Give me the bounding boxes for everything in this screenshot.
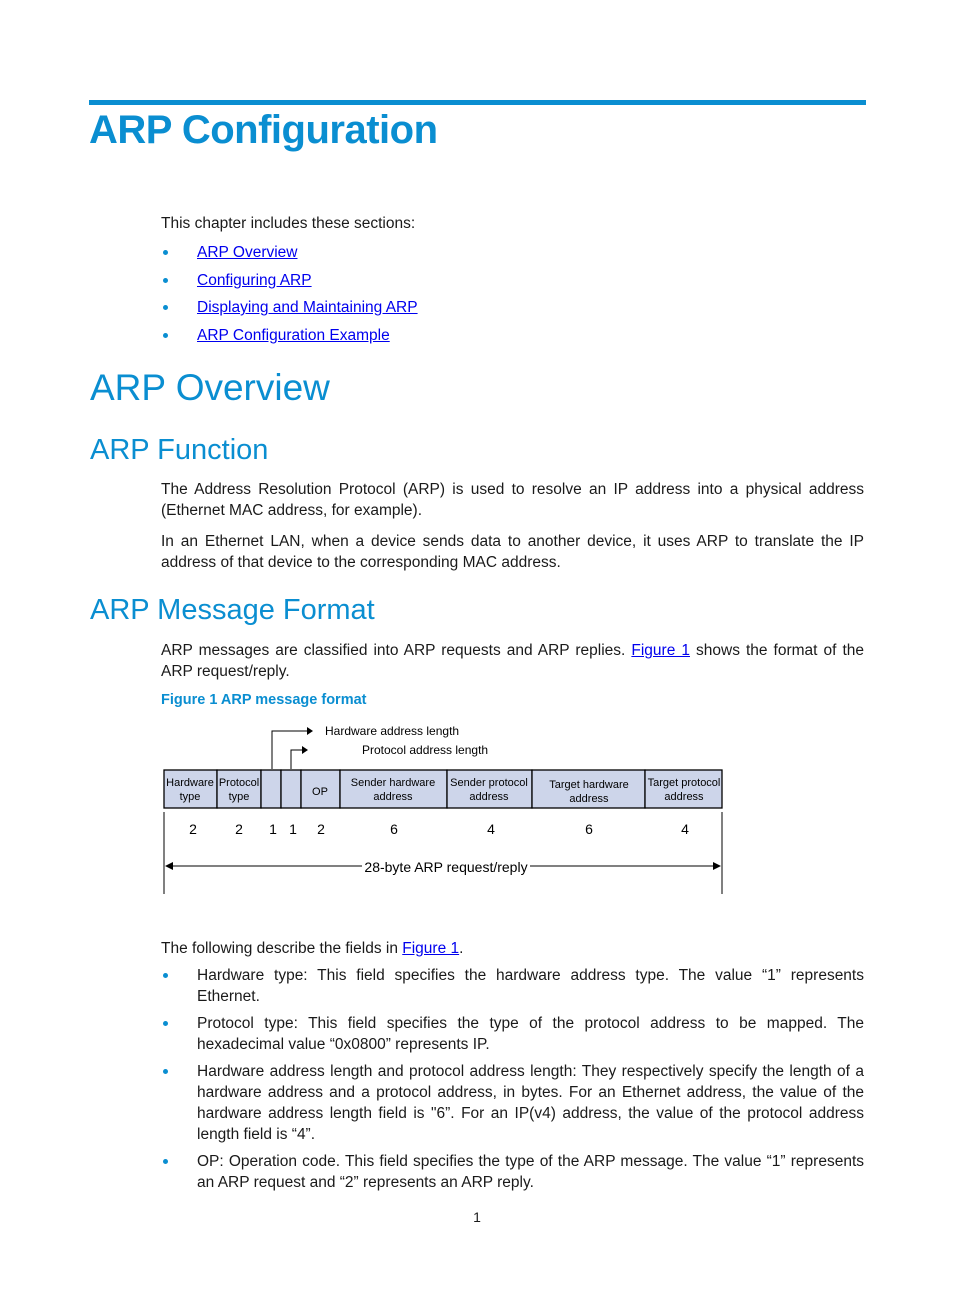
byte-count: 2 [189,821,197,837]
figure-1-link[interactable]: Figure 1 [631,642,690,659]
toc-link-config-example[interactable]: ARP Configuration Example [197,326,390,344]
byte-count: 4 [681,821,689,837]
byte-count: 2 [235,821,243,837]
bullet-icon [163,1069,168,1074]
field-label: Target protocol [647,777,721,789]
field-description-text: Protocol type: This field specifies the type of the protocol address to be mapped. The hexadecimal value “0x0800” represents IP. [197,1015,864,1053]
total-length-label: 28-byte ARP request/reply [364,859,528,875]
figure-caption: Figure 1 ARP message format [161,692,367,708]
field-label: type [228,791,250,803]
field-description-item [161,1151,864,1193]
page-number: 1 [473,1209,481,1225]
field-description-text: OP: Operation code. This field specifies the type of the ARP message. The value “1” represents an ARP request and “2” represents an ARP reply. [197,1153,864,1191]
byte-count: 1 [269,821,277,837]
field-description-item [161,1061,864,1145]
byte-counts [189,821,689,837]
field-label: Protocol [218,777,260,789]
function-paragraph-1: The Address Resolution Protocol (ARP) is used to resolve an IP address into a physical address (Ethernet MAC address, for example). [161,481,864,519]
field-descriptions [161,965,864,1199]
arrow-right-icon [713,862,721,870]
section-title-overview: ARP Overview [90,367,330,408]
field-label: Sender protocol [450,777,528,789]
byte-count: 1 [289,821,297,837]
fields-intro-end: . [459,940,464,957]
bullet-icon [163,1159,168,1164]
field-description-text: Hardware address length and protocol address length: They respectively specify the length of a hardware address and a protocol address, in bytes. For an Ethernet address, the value of the hardware address length field is "6”. For an IP(v4) address, the value of the protocol address length field is “4”. [197,1063,864,1143]
bullet-icon [163,973,168,978]
length-indicators [272,724,488,769]
byte-count: 6 [390,821,398,837]
chapter-title: ARP Configuration [89,108,438,152]
subsection-title-function: ARP Function [90,434,269,466]
fields-intro-text: The following describe the fields in [161,940,403,957]
toc-link-arp-overview[interactable]: ARP Overview [197,244,298,261]
field-label: Target hardware [549,779,629,791]
field-description-item [161,965,864,1007]
proto-length-label: Protocol address length [362,743,489,757]
field-label: address [569,793,609,805]
field-description-text: Hardware type: This field specifies the hardware address type. The value “1” represents Ethernet. [197,967,864,1005]
field-box-proto-length [281,770,301,808]
field-label: OP [312,786,328,798]
subsection-title-format: ARP Message Format [90,594,375,626]
byte-count: 6 [585,821,593,837]
byte-count: 2 [317,821,325,837]
format-text-after: shows the format of the ARP request/reply. [161,642,864,680]
field-label: address [664,791,704,803]
function-paragraph-2: In an Ethernet LAN, when a device sends data to another device, it uses ARP to translate the IP address of that device to the corresponding MAC address. [161,533,864,571]
bullet-icon [163,1021,168,1026]
total-length-span [164,812,722,894]
field-label: Sender hardware [350,777,436,789]
toc-link-configuring-arp[interactable]: Configuring ARP [197,271,312,289]
arrow-left-icon [165,862,173,870]
field-label: type [179,791,201,803]
intro-text: This chapter includes these sections: [161,215,416,232]
field-box-hw-length [261,770,281,808]
field-description-item [161,1013,864,1055]
figure-1-link-2[interactable]: Figure 1 [402,940,460,957]
toc-link-displaying-arp[interactable]: Displaying and Maintaining ARP [197,299,418,316]
hw-length-label: Hardware address length [325,724,460,738]
field-label: Hardware [166,777,214,789]
byte-count: 4 [487,821,495,837]
fields-intro [161,938,864,959]
field-label: address [373,791,413,803]
format-text-before: ARP messages are classified into ARP requests and ARP replies. [161,642,632,659]
field-label: address [469,791,509,803]
